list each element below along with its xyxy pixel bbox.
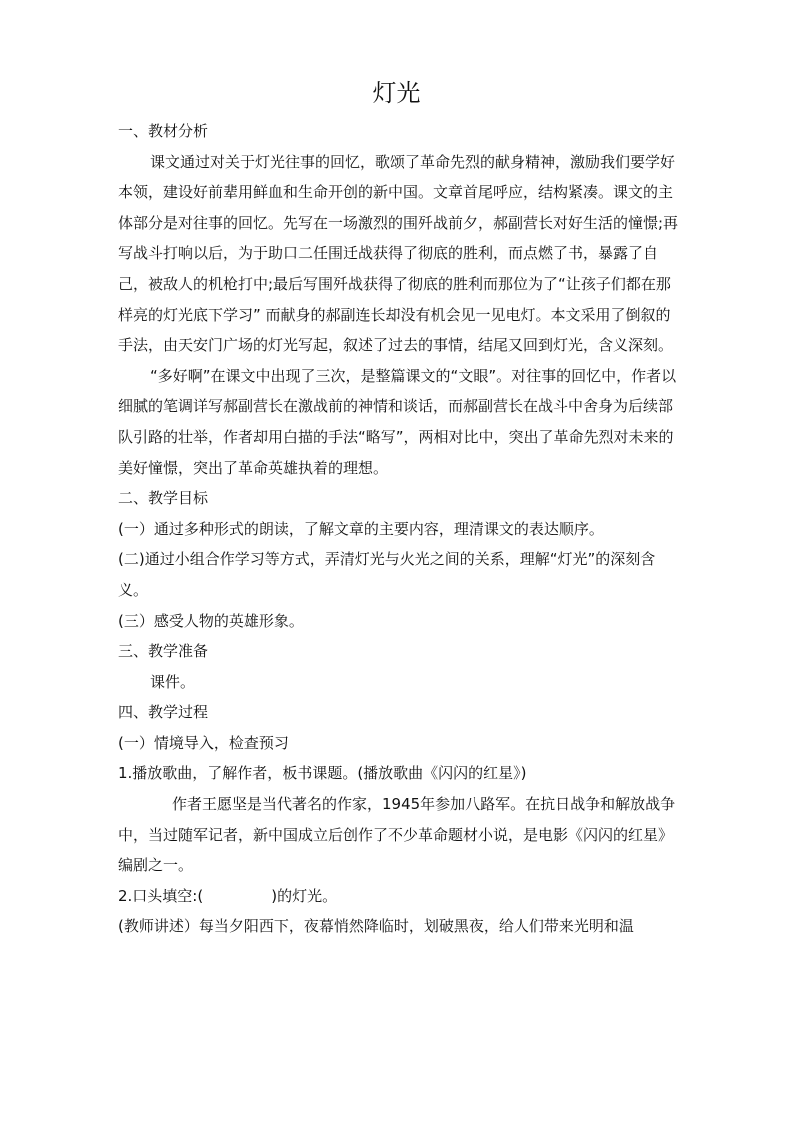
section-heading-goals: 二、教学目标	[118, 489, 209, 508]
section-heading-preparation: 三、教学准备	[118, 642, 209, 661]
section-heading-analysis: 一、教材分析	[118, 122, 209, 140]
paragraph-analysis-1: 课文通过对关于灯光往事的回忆，歌颂了革命先烈的献身精神，激励我们要学好本领，建设好前辈用鲜血和生命开创的新中国。文章首尾呼应，结构紧凑。课文的主体部分是对往事的回忆。先写在一场激烈的围歼战前夕，郝副营长对好生活的憧憬;再写战斗打响以后，为于助口二任围迁战获得了彻底的胜利，而点燃了书，暴露了自己，被敌人的机枪打中;最后写围歼战获得了彻底的胜利而那位为了“让孩子们都在那样亮的灯光底下学习” 而献身的郝副连长却没有机会见一见电灯。本文采用了倒叙的手法，由天安门广场的灯光写起，叙述了过去的事情，结尾又回到灯光，含义深刻。	[118, 152, 679, 355]
goal-item-1: (一）通过多种形式的朗读，了解文章的主要内容，理清课文的表达顺序。	[118, 519, 604, 538]
document-title: 灯光	[372, 79, 421, 107]
step-2	[118, 881, 680, 912]
paragraph-teacher-narration: (教师讲述）每当夕阳西下，夜幕悄然降临时，划破黑夜，给人们带来光明和温	[118, 917, 634, 936]
step-1: 1.播放歌曲，了解作者，板书课题。(播放歌曲《闪闪的红星》)	[118, 764, 527, 783]
step-2-prefix: 2.口头填空:(	[118, 886, 204, 905]
goal-item-2: (二)通过小组合作学习等方式，弄清灯光与火光之间的关系，理解“灯光”的深刻含义。	[118, 550, 656, 599]
paragraph-analysis-2: “多好啊”在课文中出现了三次，是整篇课文的“文眼”。对往事的回忆中，作者以细腻的笔调详写郝副营长在激战前的神情和谈话，而郝副营长在战斗中舍身为后续部队引路的壮举，作者却用白描的手法“略写”，两相对比中，突出了革命先烈对未来的美好憧憬，突出了革命英雄执着的理想。	[118, 366, 677, 477]
goal-item-3: (三）感受人物的英雄形象。	[118, 611, 304, 630]
paragraph-preparation: 课件。	[150, 672, 196, 691]
section-heading-process: 四、教学过程	[118, 703, 209, 722]
document-body	[118, 116, 680, 942]
step-2-suffix: )的灯光。	[271, 886, 338, 905]
subheading-intro: (一）情境导入，检查预习	[118, 733, 289, 752]
paragraph-author: 作者王愿坚是当代著名的作家，1945年参加八路军。在抗日战争和解放战争中，当过随军记者，新中国成立后创作了不少革命题材小说，是电影《闪闪的红星》编剧之一。	[118, 795, 676, 875]
